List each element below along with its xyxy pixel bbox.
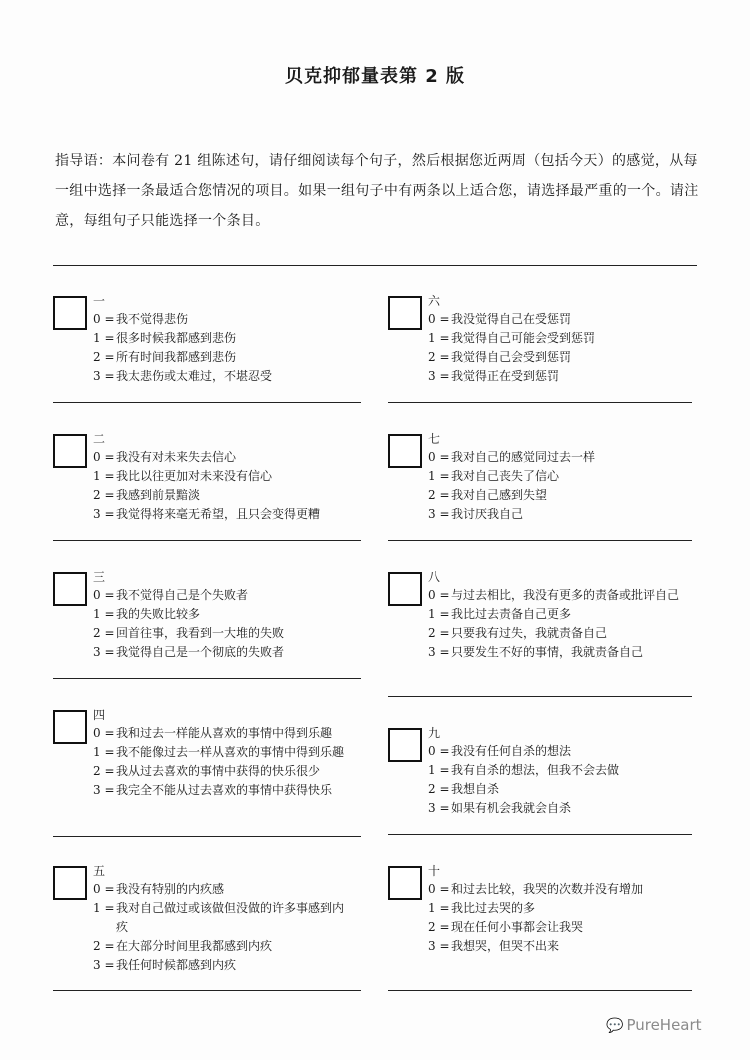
question-number: 七 <box>428 432 441 446</box>
item-divider <box>388 990 692 991</box>
option-score: 2 = <box>428 626 450 640</box>
option-text: 我没觉得自己在受惩罚 <box>451 312 572 326</box>
option-list <box>93 448 355 524</box>
option-text: 我的失败比较多 <box>116 607 201 621</box>
option-list <box>93 724 355 800</box>
option-list <box>428 310 690 386</box>
option-row <box>428 761 690 780</box>
option-score: 2 = <box>428 782 450 796</box>
option-text: 我任何时候都感到内疚 <box>116 958 237 972</box>
option-list <box>428 586 690 662</box>
option-text: 我比以往更加对未来没有信心 <box>116 469 273 483</box>
answer-checkbox[interactable] <box>53 866 87 900</box>
item-divider <box>388 696 692 697</box>
option-row <box>93 329 355 348</box>
option-score: 2 = <box>428 920 450 934</box>
answer-checkbox[interactable] <box>388 572 422 606</box>
item-divider <box>53 836 361 837</box>
option-row <box>93 348 355 367</box>
watermark-text: PureHeart <box>626 1016 702 1034</box>
answer-checkbox[interactable] <box>388 866 422 900</box>
option-score: 2 = <box>428 350 450 364</box>
question-number: 二 <box>93 432 106 446</box>
option-text: 我对自己的感觉同过去一样 <box>451 450 596 464</box>
page-title: 贝克抑郁量表第 2 版 <box>284 66 466 87</box>
option-text: 我对自己感到失望 <box>451 488 548 502</box>
item-divider <box>53 402 361 403</box>
option-score: 3 = <box>93 783 115 797</box>
option-text: 我不能像过去一样从喜欢的事情中得到乐趣 <box>116 745 345 759</box>
option-score: 1 = <box>93 901 115 915</box>
option-score: 3 = <box>93 507 115 521</box>
option-row <box>428 742 690 761</box>
option-row <box>93 724 355 743</box>
question-number: 六 <box>428 294 441 308</box>
option-score: 2 = <box>93 350 115 364</box>
option-row <box>428 918 690 937</box>
option-row <box>93 880 355 899</box>
option-row <box>428 605 690 624</box>
option-row <box>428 624 690 643</box>
option-score: 1 = <box>93 745 115 759</box>
option-score: 1 = <box>428 901 450 915</box>
answer-checkbox[interactable] <box>388 296 422 330</box>
option-text: 我觉得自己可能会受到惩罚 <box>451 331 596 345</box>
option-score: 0 = <box>93 588 115 602</box>
question-number: 八 <box>428 570 441 584</box>
option-score: 0 = <box>428 744 450 758</box>
option-text: 我觉得自己会受到惩罚 <box>451 350 572 364</box>
option-score: 0 = <box>93 726 115 740</box>
option-row <box>428 880 690 899</box>
option-score: 0 = <box>428 450 450 464</box>
option-score: 0 = <box>93 312 115 326</box>
answer-checkbox[interactable] <box>388 434 422 468</box>
option-row <box>428 643 690 662</box>
option-score: 1 = <box>428 331 450 345</box>
option-row <box>428 799 690 818</box>
option-row <box>93 743 355 762</box>
watermark <box>606 1016 702 1034</box>
option-score: 3 = <box>93 958 115 972</box>
option-row <box>93 781 355 800</box>
option-text: 在大部分时间里我都感到内疚 <box>116 939 273 953</box>
question-number: 四 <box>93 708 106 722</box>
option-text: 我完全不能从过去喜欢的事情中获得快乐 <box>116 783 333 797</box>
option-text: 我没有任何自杀的想法 <box>451 744 572 758</box>
option-text: 我和过去一样能从喜欢的事情中得到乐趣 <box>116 726 333 740</box>
option-row <box>93 605 355 624</box>
top-divider <box>53 265 697 266</box>
option-row <box>428 937 690 956</box>
option-score: 2 = <box>93 764 115 778</box>
option-score: 2 = <box>93 488 115 502</box>
option-text: 我没有对未来失去信心 <box>116 450 237 464</box>
option-text: 我讨厌我自己 <box>451 507 524 521</box>
option-score: 1 = <box>428 469 450 483</box>
answer-checkbox[interactable] <box>53 710 87 744</box>
item-divider <box>53 678 361 679</box>
answer-checkbox[interactable] <box>53 572 87 606</box>
option-score: 3 = <box>93 369 115 383</box>
question-number: 三 <box>93 570 106 584</box>
option-row <box>428 310 690 329</box>
option-text: 我想自杀 <box>451 782 500 796</box>
instructions: 指导语：本问卷有 21 组陈述句，请仔细阅读每个句子，然后根据您近两周（包括今天）的感觉，从每一组中选择一条最适合您情况的项目。如果一组句子中有两条以上适合您，请选择最严重的一个。请注意，每组句子只能选择一个条目。 <box>55 153 699 229</box>
answer-checkbox[interactable] <box>53 296 87 330</box>
option-row <box>428 329 690 348</box>
wechat-icon: 💬 <box>606 1018 624 1034</box>
option-text: 我不觉得自己是个失败者 <box>116 588 249 602</box>
option-text: 和过去比较，我哭的次数并没有增加 <box>451 882 644 896</box>
item-divider <box>388 540 692 541</box>
option-score: 0 = <box>428 588 450 602</box>
option-text: 只要发生不好的事情，我就责备自己 <box>451 645 644 659</box>
option-row <box>93 624 355 643</box>
option-list <box>93 586 355 662</box>
option-text: 所有时间我都感到悲伤 <box>116 350 237 364</box>
option-text: 我觉得将来毫无希望，且只会变得更糟 <box>116 507 321 521</box>
option-text: 只要我有过失，我就责备自己 <box>451 626 608 640</box>
item-divider <box>53 540 361 541</box>
option-text: 我有自杀的想法，但我不会去做 <box>451 763 620 777</box>
option-text: 我比过去责备自己更多 <box>451 607 572 621</box>
option-score: 1 = <box>93 331 115 345</box>
option-row <box>93 643 355 662</box>
option-row <box>93 899 355 937</box>
option-text: 很多时候我都感到悲伤 <box>116 331 237 345</box>
option-list <box>93 310 355 386</box>
option-text: 我比过去哭的多 <box>451 901 536 915</box>
option-list <box>428 742 690 818</box>
option-text: 我想哭，但哭不出来 <box>451 939 560 953</box>
option-row <box>428 505 690 524</box>
option-text: 我太悲伤或太难过，不堪忍受 <box>116 369 273 383</box>
option-score: 3 = <box>428 801 450 815</box>
option-text: 我没有特别的内疚感 <box>116 882 225 896</box>
option-row <box>428 899 690 918</box>
option-text: 现在任何小事都会让我哭 <box>451 920 584 934</box>
option-score: 3 = <box>428 507 450 521</box>
option-score: 0 = <box>93 882 115 896</box>
option-list <box>428 448 690 524</box>
option-text: 如果有机会我就会自杀 <box>451 801 572 815</box>
option-list <box>428 880 690 956</box>
item-divider <box>388 402 692 403</box>
option-text: 我感到前景黯淡 <box>116 488 201 502</box>
option-row <box>93 367 355 386</box>
option-score: 2 = <box>428 488 450 502</box>
question-number: 五 <box>93 864 106 878</box>
option-row <box>93 937 355 956</box>
option-row <box>93 762 355 781</box>
option-row <box>93 505 355 524</box>
option-score: 1 = <box>93 469 115 483</box>
option-row <box>428 467 690 486</box>
option-score: 3 = <box>428 939 450 953</box>
option-score: 2 = <box>93 626 115 640</box>
option-text: 我觉得自己是一个彻底的失败者 <box>116 645 285 659</box>
option-row <box>428 586 690 605</box>
option-score: 1 = <box>428 763 450 777</box>
option-list <box>93 880 355 975</box>
option-text: 我不觉得悲伤 <box>116 312 189 326</box>
option-row <box>428 486 690 505</box>
option-row <box>93 467 355 486</box>
option-score: 0 = <box>428 312 450 326</box>
option-text: 与过去相比，我没有更多的责备或批评自己 <box>451 588 680 602</box>
option-text: 我觉得正在受到惩罚 <box>451 369 560 383</box>
option-score: 0 = <box>93 450 115 464</box>
answer-checkbox[interactable] <box>388 728 422 762</box>
option-row <box>93 586 355 605</box>
option-row <box>428 367 690 386</box>
option-row <box>428 448 690 467</box>
question-number: 九 <box>428 726 441 740</box>
question-number: 一 <box>93 294 106 308</box>
option-score: 1 = <box>428 607 450 621</box>
option-text: 我从过去喜欢的事情中获得的快乐很少 <box>116 764 321 778</box>
option-text: 我对自己做过或该做但没做的许多事感到内疚 <box>116 901 345 934</box>
question-number: 十 <box>428 864 441 878</box>
option-score: 2 = <box>93 939 115 953</box>
option-row <box>93 956 355 975</box>
option-text: 回首往事，我看到一大堆的失败 <box>116 626 285 640</box>
item-divider <box>388 834 692 835</box>
option-row <box>93 486 355 505</box>
option-row <box>93 310 355 329</box>
option-score: 0 = <box>428 882 450 896</box>
item-divider <box>53 990 361 991</box>
option-score: 3 = <box>93 645 115 659</box>
option-row <box>428 348 690 367</box>
option-text: 我对自己丧失了信心 <box>451 469 560 483</box>
option-score: 1 = <box>93 607 115 621</box>
option-score: 3 = <box>428 369 450 383</box>
option-score: 3 = <box>428 645 450 659</box>
answer-checkbox[interactable] <box>53 434 87 468</box>
option-row <box>428 780 690 799</box>
option-row <box>93 448 355 467</box>
